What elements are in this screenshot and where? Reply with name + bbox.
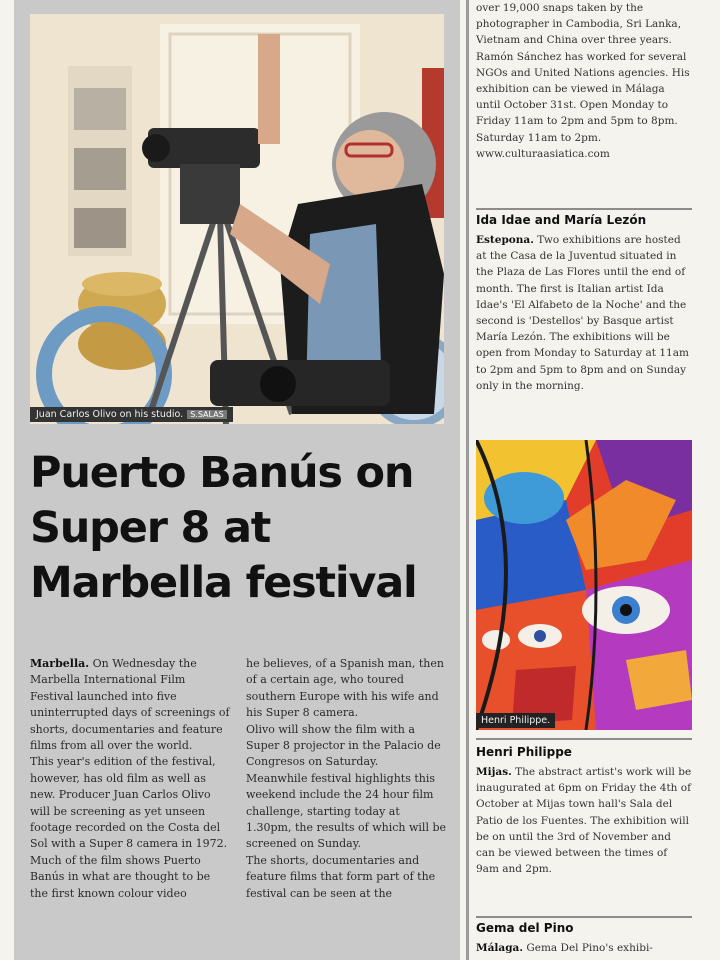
sidebar-item-1-text: over 19,000 snaps taken by the photographer in Cambodia, Sri Lanka, Vietnam and China over three years. Ramón Sánchez has worked for several NGOs and United Nations agencies. His exhibition can be viewed in Málaga until October 31st. Open Monday to Friday 11am to 2pm and 5pm to 8pm. Saturday 11am to 2pm. www.culturaasiatica.com — [476, 2, 690, 160]
paragraph-text: Much of the film shows Puerto Banús in what are thought to be the first known colour video — [30, 853, 211, 900]
sidebar-divider — [476, 916, 692, 918]
sidebar-item-4 — [476, 940, 692, 956]
paragraph-text: he believes, of a Spanish man, then of a certain age, who toured southern Europe with his wife and his Super 8 camera. — [246, 657, 444, 720]
sidebar-item-2-heading: Ida Idae and María Lezón — [476, 213, 647, 227]
photo-caption — [30, 407, 233, 422]
paragraph-text: Two exhibitions are hosted at the Casa de la Juventud situated in the Plaza de Las Flores until the end of month. The first is Italian artist Ida Idae's 'El Alfabeto de la Noche' and the second is 'Destellos' by Basque artist María Lezón. The exhibitions will be open from Monday to Saturday at 11am to 2pm and 5pm to 8pm and on Sunday only in the morning. — [476, 234, 689, 392]
headline-line-3: Marbella festival — [30, 558, 417, 608]
photo-caption-text: Juan Carlos Olivo on his studio. — [36, 409, 184, 420]
sidebar-item-2 — [476, 232, 692, 394]
sidebar-divider — [476, 208, 692, 210]
paragraph-text: Olivo will show the film with a Super 8 projector in the Palacio de Congresos on Saturday. — [246, 722, 441, 769]
sidebar-item-3-heading: Henri Philippe — [476, 745, 572, 759]
artwork-caption: Henri Philippe. — [476, 713, 555, 728]
paragraph-text: Gema Del Pino's exhibi- — [523, 942, 653, 954]
paragraph — [246, 771, 446, 853]
paragraph — [476, 940, 692, 956]
paragraph-text: The abstract artist's work will be inaugurated at 6pm on Friday the 4th of October at Mijas town hall's Sala del Patio de los Fuentes. The exhibition will be on until the 3rd of November and can be viewed between the times of 9am and 2pm. — [476, 766, 692, 876]
paragraph — [246, 656, 446, 722]
article-headline — [30, 446, 450, 611]
paragraph-text: Meanwhile festival highlights this weekend include the 24 hour film challenge, starting today at 1.30pm, the results of which will be screened on Sunday. — [246, 771, 447, 851]
paragraph — [30, 853, 230, 902]
sidebar-item-3 — [476, 764, 692, 877]
dateline: Estepona. — [476, 234, 534, 246]
paragraph — [246, 722, 446, 771]
paragraph — [30, 656, 230, 754]
paragraph — [476, 232, 692, 394]
paragraph — [476, 764, 692, 877]
sidebar-divider — [476, 738, 692, 740]
headline-line-1: Puerto Banús on — [30, 448, 414, 498]
headline-line-2: Super 8 at — [30, 503, 271, 553]
sidebar-item-4-heading: Gema del Pino — [476, 921, 574, 935]
article-photo — [30, 14, 444, 424]
article-body-column-2 — [246, 656, 446, 902]
paragraph-text: This year's edition of the festival, however, has old film as well as new. Producer Juan Carlos Olivo will be screening as yet unseen footage recorded on the Costa del Sol with a Super 8 camera in 1972. — [30, 755, 228, 851]
paragraph — [246, 853, 446, 902]
photo-credit: S.SALAS — [187, 410, 227, 419]
paragraph-text: The shorts, documentaries and feature films that form part of the festival can be seen at the — [246, 853, 436, 900]
artwork-image — [476, 440, 692, 730]
sidebar-item-1 — [476, 0, 692, 162]
dateline: Mijas. — [476, 766, 512, 778]
dateline: Málaga. — [476, 942, 524, 954]
paragraph-text: On Wednesday the Marbella International Film Festival launched into five uninterrupted days of screenings of shorts, documentaries and feature films from all over the world. — [30, 657, 230, 753]
article-body-column-1 — [30, 656, 230, 902]
filmmaker-photo-illustration — [30, 14, 444, 424]
paragraph — [30, 754, 230, 852]
column-divider — [466, 0, 469, 960]
abstract-face-painting — [476, 440, 692, 730]
dateline: Marbella. — [30, 657, 90, 670]
